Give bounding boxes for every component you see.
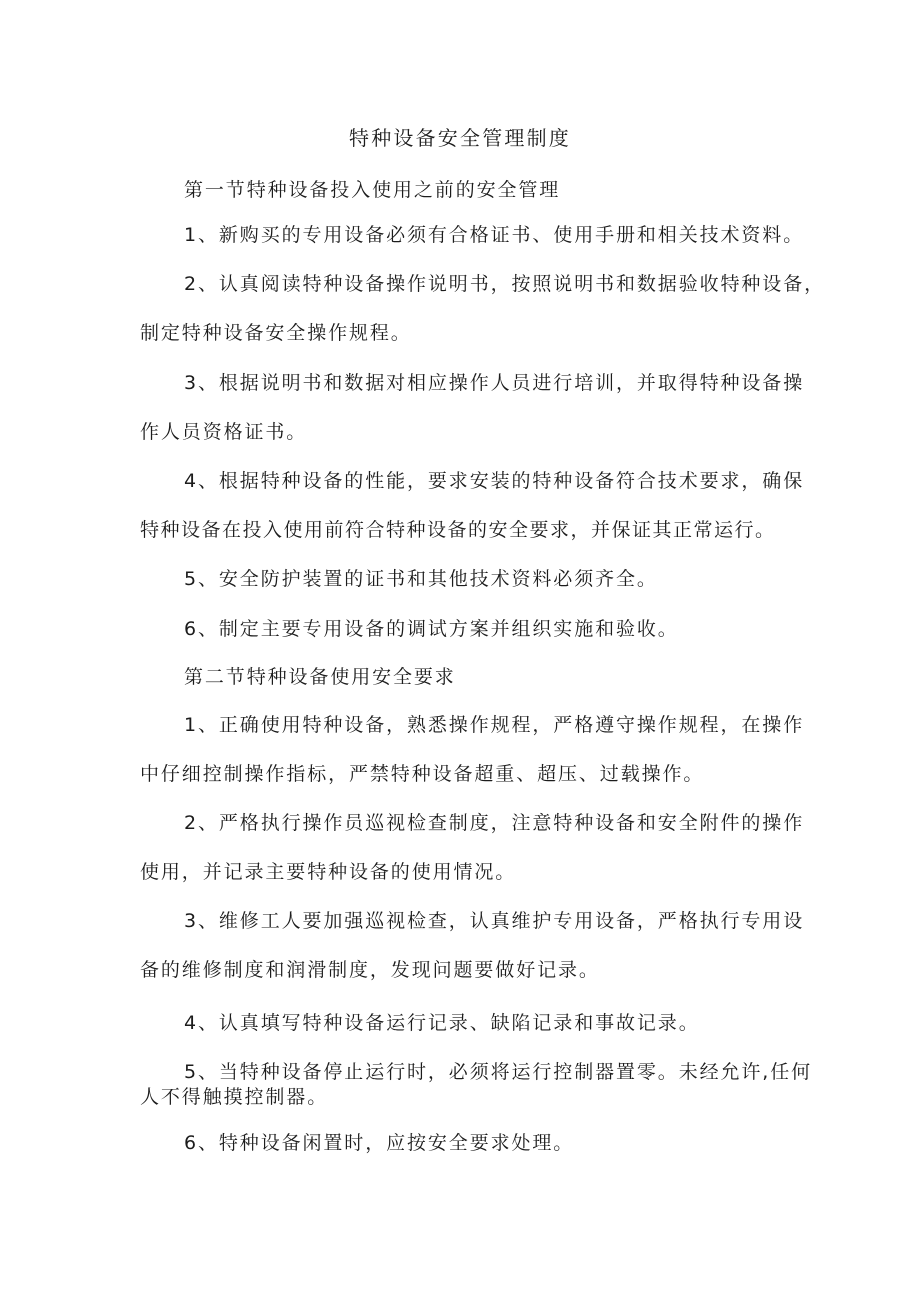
section-1-item-6-line-1: 6、制定主要专用设备的调试方案并组织实施和验收。 — [184, 618, 679, 640]
section-1-heading: 第一节特种设备投入使用之前的安全管理 — [184, 179, 561, 201]
section-2-item-4-line-1: 4、认真填写特种设备运行记录、缺陷记录和事故记录。 — [184, 1012, 700, 1034]
section-2-item-2-line-1: 2、严格执行操作员巡视检查制度，注意特种设备和安全附件的操作 — [184, 812, 805, 834]
section-2-item-1-line-1: 1、正确使用特种设备，熟悉操作规程，严格遵守操作规程，在操作 — [184, 714, 805, 736]
section-1-item-3-line-1: 3、根据说明书和数据对相应操作人员进行培训，并取得特种设备操 — [184, 372, 805, 394]
section-2-heading: 第二节特种设备使用安全要求 — [184, 666, 456, 688]
section-1-item-3-line-2: 作人员资格证书。 — [140, 421, 308, 443]
section-1-item-1-line-1: 1、新购买的专用设备必须有合格证书、使用手册和相关技术资料。 — [184, 224, 805, 246]
section-2-item-3-line-1: 3、维修工人要加强巡视检查，认真维护专用设备，严格执行专用设 — [184, 910, 805, 932]
section-1-item-5-line-1: 5、安全防护装置的证书和其他技术资料必须齐全。 — [184, 568, 658, 590]
section-2-item-6-line-1: 6、特种设备闲置时，应按安全要求处理。 — [184, 1132, 575, 1154]
document-title: 特种设备安全管理制度 — [349, 126, 571, 150]
section-2-item-1-line-2: 中仔细控制操作指标，严禁特种设备超重、超压、过载操作。 — [140, 763, 705, 785]
section-2-item-5-line-1: 5、当特种设备停止运行时，必须将运行控制器置零。未经允许,任何 — [184, 1061, 813, 1083]
section-1-item-4-line-2: 特种设备在投入使用前符合特种设备的安全要求，并保证其正常运行。 — [140, 519, 776, 541]
section-2-item-5-line-2: 人不得触摸控制器。 — [140, 1086, 329, 1108]
section-1-item-4-line-1: 4、根据特种设备的性能，要求安装的特种设备符合技术要求，确保 — [184, 470, 805, 492]
section-2-item-2-line-2: 使用，并记录主要特种设备的使用情况。 — [140, 861, 517, 883]
section-1-item-2-line-2: 制定特种设备安全操作规程。 — [140, 322, 412, 344]
section-2-item-3-line-2: 备的维修制度和润滑制度，发现问题要做好记录。 — [140, 959, 600, 981]
section-1-item-2-line-1: 2、认真阅读特种设备操作说明书，按照说明书和数据验收特种设备， — [184, 273, 825, 295]
